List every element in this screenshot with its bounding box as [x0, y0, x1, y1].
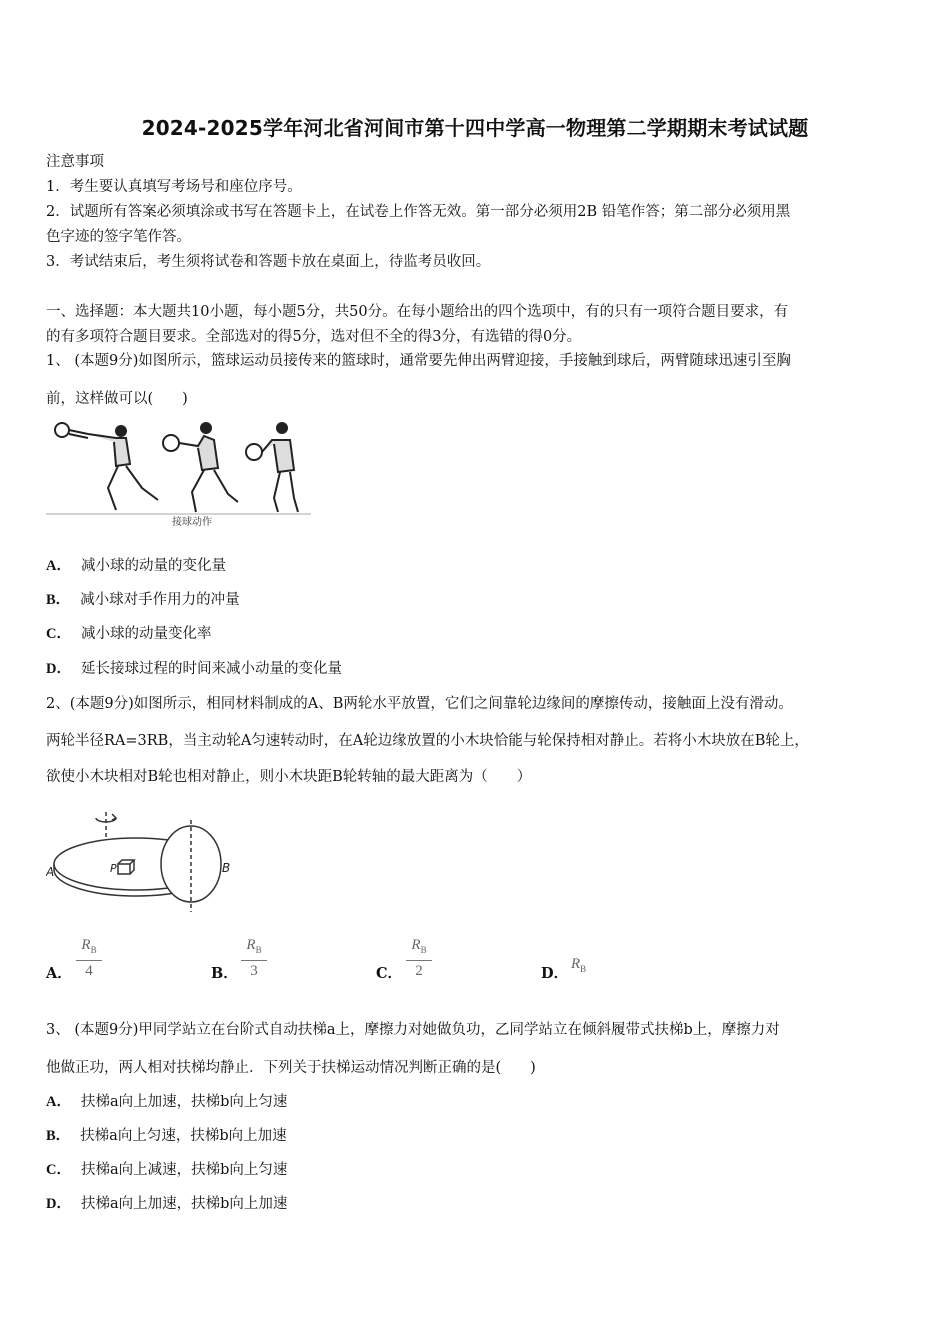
q1-option-b: B． 减小球对手作用力的冲量	[46, 592, 240, 608]
question-1-stem: 前，这样做可以( )	[46, 391, 188, 407]
block-p-label: P	[110, 862, 117, 875]
question-3-stem: 3、 (本题9分)甲同学站立在台阶式自动扶梯a上，摩擦力对她做负功，乙同学站立在倾斜履带式扶梯b上，摩擦力对	[46, 1022, 780, 1038]
figure-caption: 接球动作	[172, 517, 212, 528]
exam-page: 2024-2025学年河北省河间市第十四中学高一物理第二学期期末考试试题 注意事项 1．考生要认真填写考场号和座位序号。 2．试题所有答案必须填涂或书写在答题卡上，在试卷上作答无效。第一部分必须用2B 铅笔作答；第二部分必须用黑 色字迹的签字笔作答。 3．考试结束后，考生须将试卷和答题卡放在桌面上，待监考员收回。 一、选择题：本大题共10小题，每小题5分，共50分。在每小题给出的四个选项中，有的只有一项符合题目要求，有 的有多项符合题目要求。全部选对的得5分，选对但不全的得3分，有选错的得0分。 1、 (本题9分)如图所示，篮球运动员接传来的篮球时，通常要先伸出两臂迎接，手接触到球后，两臂随球迅速引至胸 前，这样做可以( ) 接球动作 A． 减小球的动量的变化量 B． 减小球对手作用力的冲量 C． 减小球的动量变化率 D． 延长接球过程的时间来减小动量的变化量 2、(本题9分)如图所示，相同材料制成的A、B两轮水平放置，它们之间靠轮边缘间的摩擦传动，接触面上没有滑动。 两轮半径RA=3RB，当主动轮A匀速转动时，在A轮边缘放置的小木块恰能与轮保持相对静止。若将小木块放在B轮上， 欲使小木块相对B轮也相对静止，则小木块距B轮转轴的最大距离为（ ） A B P A． $R_B$ 4 B． $R_B$ 3 C． $R_B$ 2 D． $R_B$ 3、 (本题9分)甲同学站立在台阶式自动扶梯a上，摩擦力对她做负功，乙同学站立在倾斜履带式扶梯b上，摩擦力对 他做正功，两人相对扶梯均静止．下列关于扶梯运动情况判断正确的是( ) A． 扶梯a向上加速，扶梯b向上匀速 B． 扶梯a向上匀速，扶梯b向上加速 C． 扶梯a向上减速，扶梯b向上匀速 D． 扶梯a向上加速，扶梯b向上加速	[0, 0, 950, 1344]
q3-option-a: A． 扶梯a向上加速，扶梯b向上匀速	[46, 1094, 288, 1110]
wheel-a-label: A	[46, 865, 55, 879]
friction-wheels-figure	[46, 800, 246, 912]
page-title: 2024-2025学年河北省河间市第十四中学高一物理第二学期期末考试试题	[141, 116, 809, 140]
q1-option-a: A． 减小球的动量的变化量	[46, 558, 226, 574]
basketball-catch-figure	[46, 418, 311, 530]
notice-item: 3．考试结束后，考生须将试卷和答题卡放在桌面上，待监考员收回。	[46, 254, 491, 270]
question-2-stem: 两轮半径RA=3RB，当主动轮A匀速转动时，在A轮边缘放置的小木块恰能与轮保持相对静止。若将小木块放在B轮上，	[46, 733, 809, 749]
section-intro: 的有多项符合题目要求。全部选对的得5分，选对但不全的得3分，有选错的得0分。	[46, 329, 582, 345]
q3-option-b: B． 扶梯a向上匀速，扶梯b向上加速	[46, 1128, 287, 1144]
notice-item: 1．考生要认真填写考场号和座位序号。	[46, 179, 302, 195]
notice-heading: 注意事项	[46, 154, 104, 170]
section-intro: 一、选择题：本大题共10小题，每小题5分，共50分。在每小题给出的四个选项中，有的只有一项符合题目要求，有	[46, 304, 789, 320]
q1-option-d: D． 延长接球过程的时间来减小动量的变化量	[46, 661, 342, 677]
q1-option-c: C． 减小球的动量变化率	[46, 626, 212, 642]
wheel-b-label: B	[222, 861, 231, 875]
q3-option-c: C． 扶梯a向上减速，扶梯b向上匀速	[46, 1162, 288, 1178]
question-1-stem: 1、 (本题9分)如图所示，篮球运动员接传来的篮球时，通常要先伸出两臂迎接，手接触到球后，两臂随球迅速引至胸	[46, 353, 791, 369]
question-2-stem: 欲使小木块相对B轮也相对静止，则小木块距B轮转轴的最大距离为（ ）	[46, 769, 532, 785]
notice-item: 色字迹的签字笔作答。	[46, 229, 191, 245]
question-3-stem: 他做正功，两人相对扶梯均静止．下列关于扶梯运动情况判断正确的是( )	[46, 1060, 536, 1076]
notice-item: 2．试题所有答案必须填涂或书写在答题卡上，在试卷上作答无效。第一部分必须用2B 铅笔作答；第二部分必须用黑	[46, 204, 791, 220]
question-2-stem: 2、(本题9分)如图所示，相同材料制成的A、B两轮水平放置，它们之间靠轮边缘间的摩擦传动，接触面上没有滑动。	[46, 696, 793, 712]
q3-option-d: D． 扶梯a向上加速，扶梯b向上加速	[46, 1196, 288, 1212]
